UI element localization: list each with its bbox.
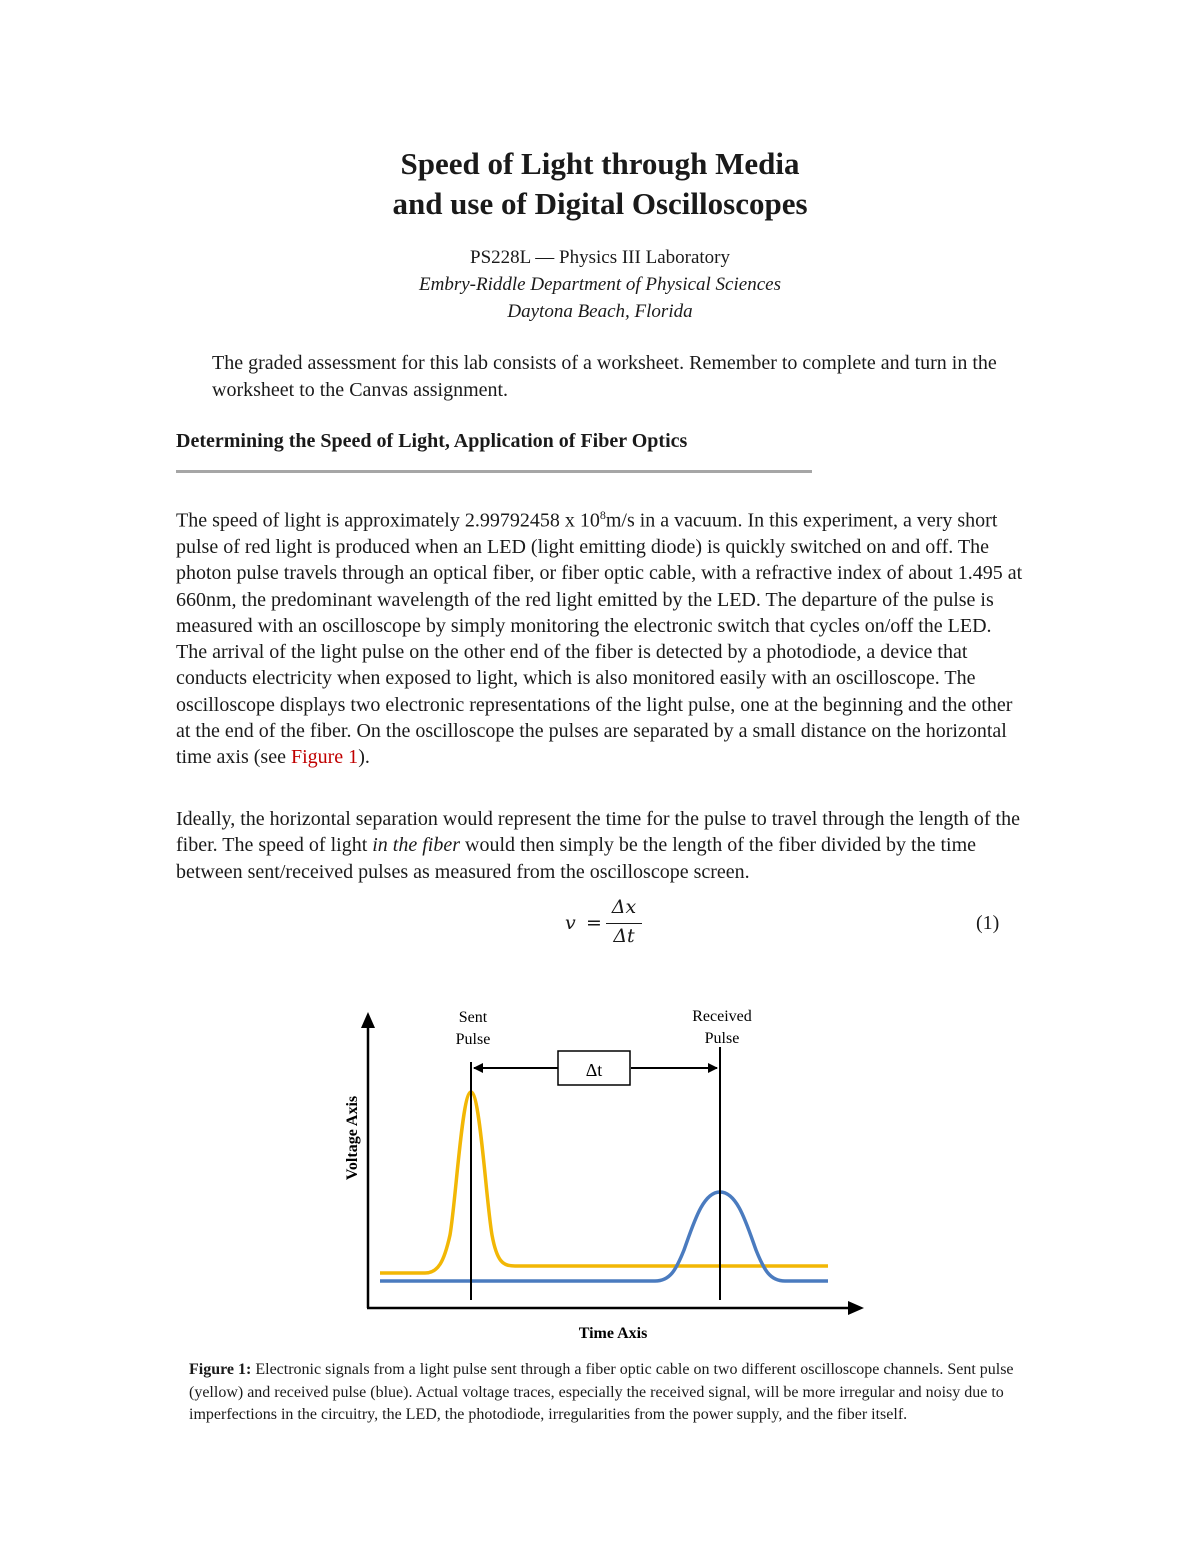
location: Daytona Beach, Florida [507,301,693,322]
section-heading: Determining the Speed of Light, Application of Fiber Optics [176,430,688,452]
x-axis-label: Time Axis [578,1325,648,1342]
equation-lhs: v [565,912,576,934]
para2-text-b: would then simply be the length of the fiber divided by the time between sent/received pulses as measured from the oscilloscope screen. [176,834,977,883]
x-axis-arrow-icon [848,1301,864,1315]
sent-pulse-trace [380,1092,828,1273]
para2-text-a: Ideally, the horizontal separation would represent the time for the pulse to travel through the length of the fiber. The speed of light [176,808,1020,857]
equation-equals: = [586,912,602,934]
sent-label-line2: Pulse [455,1031,491,1048]
department-name: Embry-Riddle Department of Physical Sciences [419,274,781,295]
figure-1-link[interactable]: Figure 1 [290,746,359,769]
para2-emphasis: in the fiber [372,834,461,857]
figure-1-caption [189,1359,1019,1427]
para1-text-b: m/s in a vacuum. In this experiment, a very short pulse of red light is produced when an LED (light emitting diode) is quickly switched on and off. The photon pulse travels through an optical fiber, or fiber optic cable, with a refractive index of about 1.495 at 660nm, the predominant wavelength of the red light emitted by the LED. The departure of the pulse is measured with an oscilloscope by simply monitoring the electronic switch that cycles on/off the LED. The arrival of the light pulse on the other end of the fiber is detected by a photodiode, a device that conducts electricity when exposed to light, which is also monitored easily with an oscilloscope. The oscilloscope displays two electronic representations of the light pulse, one at the beginning and the other at the end of the fiber. On the oscilloscope the pulses are separated by a small distance on the horizontal time axis (see [176,509,1023,769]
para1-exponent: 8 [599,508,606,522]
caption-label: Figure 1: [189,1361,252,1378]
y-axis-label: Voltage Axis [344,1095,361,1181]
paragraph-speed-of-light [176,502,1026,771]
equation-denominator: Δt [613,925,635,947]
document-title-line2: and use of Digital Oscilloscopes [392,186,808,221]
caption-text: Electronic signals from a light pulse sent through a fiber optic cable on two different oscilloscope channels. Sent pulse (yellow) and received pulse (blue). Actual voltage traces, especially the received signal, will be more irregular and noisy due to imperfections in the circuitry, the LED, the photodiode, irregularities from the power supply, and the fiber itself. [189,1361,1014,1423]
equation-velocity [560,896,650,952]
para1-text-a: The speed of light is approximately 2.99792458 x 10 [176,509,600,532]
received-label-line1: Received [692,1008,752,1025]
equation-numerator: Δx [611,896,637,918]
equation-number: (1) [976,912,1000,934]
course-name: PS228L — Physics III Laboratory [470,247,730,268]
section-divider [176,470,812,473]
sent-label-line1: Sent [458,1009,488,1026]
document-title-line1: Speed of Light through Media [400,146,800,181]
equation-fraction-bar [606,923,642,924]
assessment-note: The graded assessment for this lab consists of a worksheet. Remember to complete and turn in the worksheet to the Canvas assignment. [212,352,997,401]
delta-t-label: Δt [585,1060,603,1080]
para1-text-c: ). [358,746,370,769]
y-axis-arrow-icon [361,1012,375,1028]
received-label-line2: Pulse [704,1030,740,1047]
paragraph-ideal-separation [176,806,1026,885]
